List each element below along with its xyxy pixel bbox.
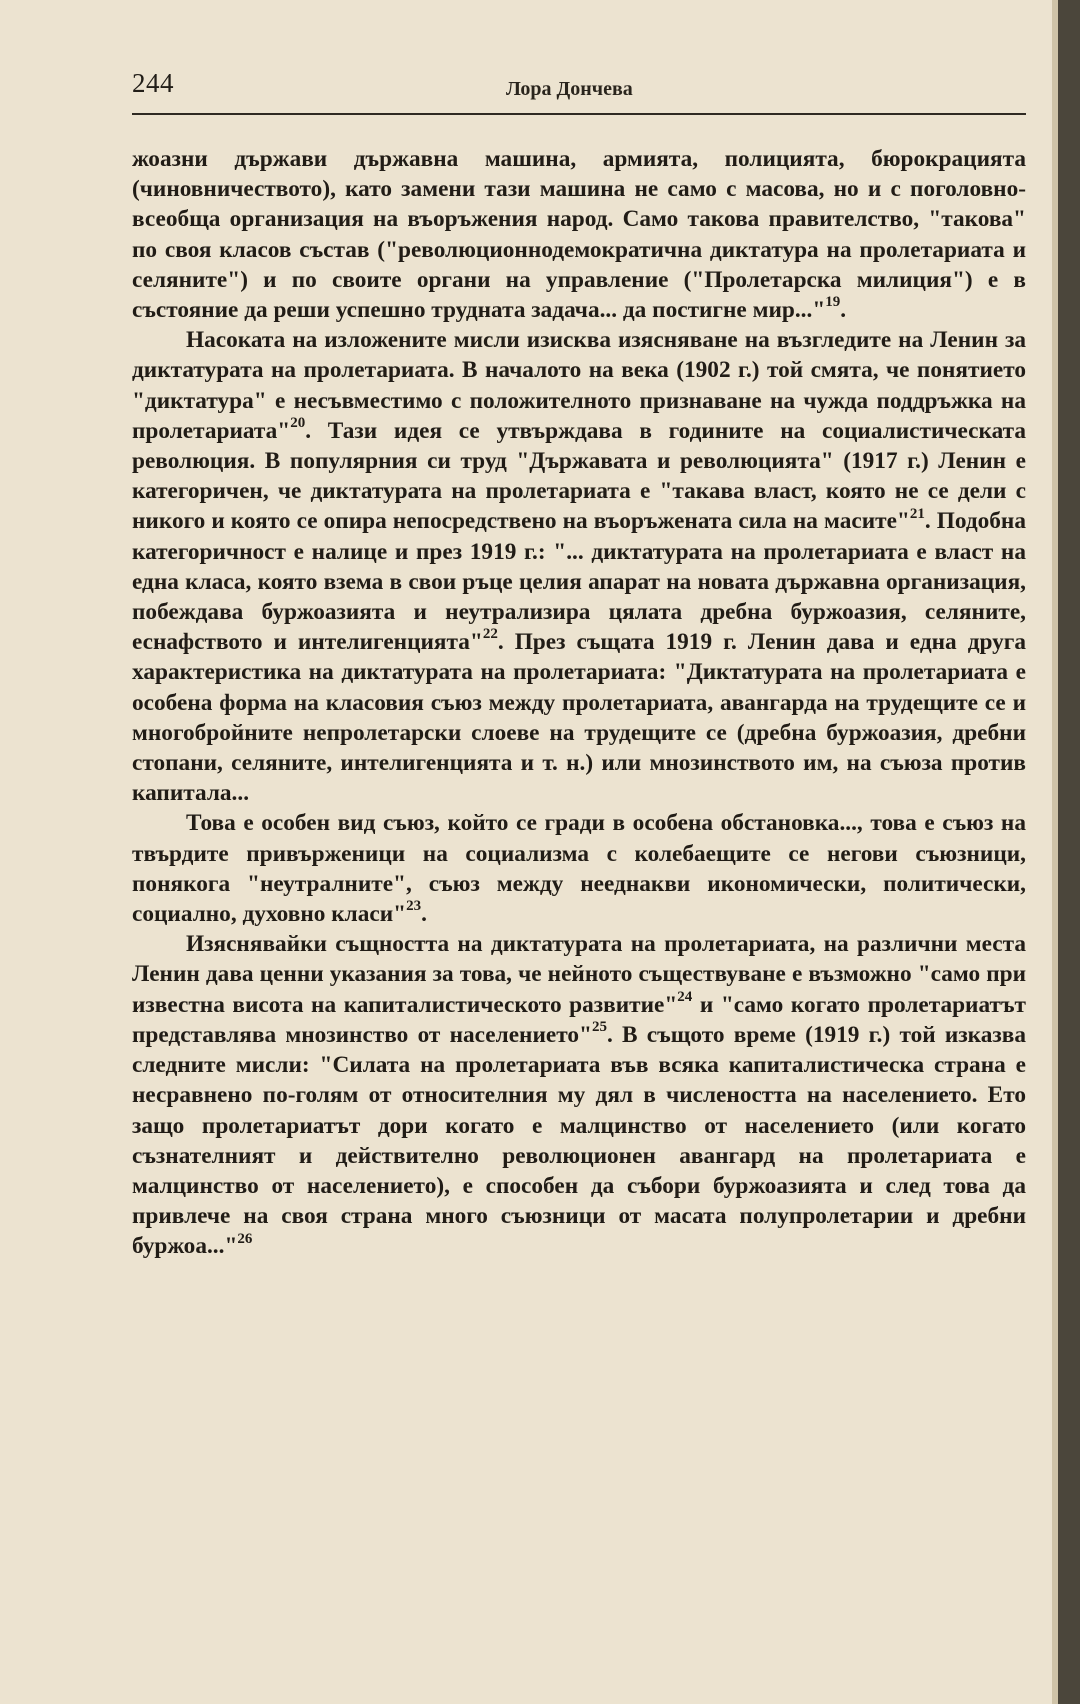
text-run: Това е особен вид съюз, който се гради в особена обстановка..., това е съюз на твърдите привърженици на социализма с колебаещите се негови съюзници, понякога "неутралните", съюз между нееднакви икономически, политически, социално, духовно класи" (132, 810, 1026, 928)
footnote-ref: 22 (482, 626, 498, 643)
paragraph (132, 808, 1026, 929)
footnote-ref: 19 (825, 294, 841, 311)
text-run: Насоката на изложените мисли изисква изясняване на възгледите на Ленин за диктатурата на пролетариата. В началото на века (1902 г.) той смята, че понятието "диктатура" е несъвместимо с положителното признаване на чужда поддръжка на пролетариата" (132, 327, 1026, 444)
text-run: и "само когато пролетариатът представлява мнозинство от населението" (132, 991, 1026, 1048)
text-run: . През същата 1919 г. Ленин дава и една друга характеристика на диктатурата на пролетариата: "Диктатурата на пролетариата е особена форма на класовия съюз между пролетариата, авангарда на трудещите се и многобройните непролетарски слоеве на трудещите се (дребна буржоазия, дребни стопани, селяните, интелигенцията и т. н.) или мнозинството им, на съюза против капитала... (132, 629, 1027, 807)
footnote-ref: 25 (591, 1019, 607, 1036)
text-run: . Тази идея се утвърждава в годините на социалистическата революция. В популярния си труд "Държавата и революцията" (1917 г.) Ленин е категоричен, че диктатурата на пролетариата е "такава власт, която не се дели с никого и която се опира непосредствено на въоръжената сила на масите" (132, 417, 1026, 535)
footnote-ref: 20 (290, 415, 306, 432)
footnote-ref: 24 (677, 988, 693, 1005)
page-header (132, 64, 1026, 114)
body-text (132, 144, 1026, 1262)
page-number: 244 (132, 68, 174, 98)
text-run: . В същото време (1919 г.) той изказва следните мисли: "Силата на пролетариата във всяка капиталистическа страна е несравнено по-голям от относителния му дял в числеността на населението. Ето защо пролетариатът дори когато е малцинство от населението (или когато съзнателният и действително революционен авангард на пролетариата е малцинство от населението), е способен да събори буржоазията и след това да привлече на своя страна много съюзници от масата полупролетарии и дребни буржоа..." (132, 1021, 1026, 1260)
paragraph (132, 144, 1026, 325)
text-run: . (840, 297, 847, 324)
paragraph (132, 929, 1026, 1261)
text-run: . (421, 901, 427, 928)
running-head: Лора Дончева (506, 78, 633, 100)
footnote-ref: 26 (237, 1230, 253, 1247)
footnote-ref: 23 (406, 898, 422, 915)
book-spine-edge (1058, 0, 1080, 1704)
header-rule (132, 113, 1026, 115)
text-run: . Подобна категоричност е налице и през 1919 г.: "... диктатурата на пролетариата е власт на една класа, която взема в свои ръце целия апарат на новата държавна организация, побеждава буржоазията и неутрализира цялата дребна буржоазия, селяните, еснафството и интелигенцията" (132, 508, 1026, 656)
footnote-ref: 21 (909, 505, 925, 522)
paragraph (132, 325, 1026, 808)
text-run: Изяснявайки същността на диктатурата на пролетариата, на различни места Ленин дава ценни указания за това, че нейното съществуване е възможно "само при известна висота на капиталистическото развитие" (132, 931, 1026, 1018)
text-run: жоазни държави държавна машина, армията, полицията, бюрокрацията (чиновничеството), като замени тази машина не само с масова, но и с поголовно-всеобща организация на въоръжения народ. Само такова правителство, "такова" по своя класов състав ("революционнодемократична диктатура на пролетариата и селяните") и по своите органи на управление ("Пролетарска милиция") е в състояние да реши успешно трудната задача... да постигне мир..." (132, 146, 1026, 324)
